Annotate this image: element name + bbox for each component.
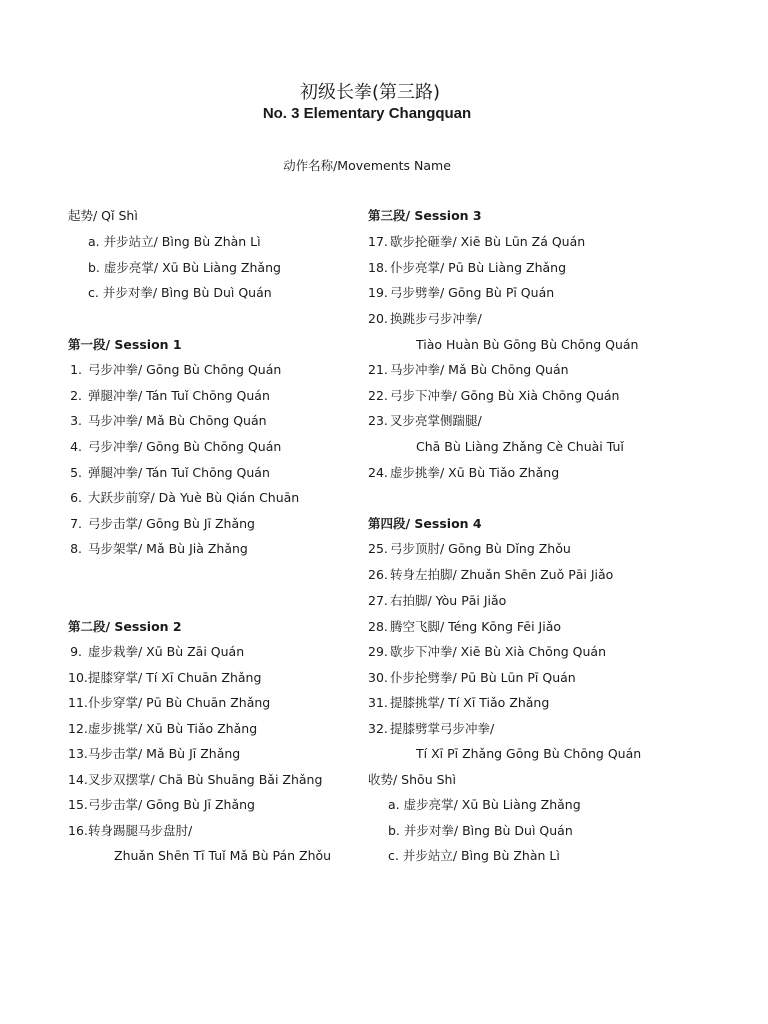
list-item <box>368 362 569 378</box>
item-text: 弓步劈拳/ Gōng Bù Pī Quán <box>390 285 555 300</box>
list-item <box>368 619 561 635</box>
item-number: 5. <box>70 465 82 480</box>
item-text: 提膝挑掌/ Tí Xī Tiǎo Zhǎng <box>390 695 550 710</box>
item-text: 叉步双摆掌/ Chā Bù Shuāng Bǎi Zhǎng <box>88 772 323 787</box>
list-item <box>368 388 619 404</box>
item-number: 15. <box>68 797 88 812</box>
item-number: 9. <box>70 644 82 659</box>
item-number: 32. <box>368 721 388 736</box>
opening-item: a. 并步站立/ Bìng Bù Zhàn Lì <box>88 234 261 249</box>
item-number: 27. <box>368 593 388 608</box>
item-number: 3. <box>70 413 82 428</box>
list-item <box>68 413 267 429</box>
item-text: 弹腿冲拳/ Tán Tuǐ Chōng Quán <box>88 388 270 403</box>
list-item <box>68 797 255 813</box>
item-text: 马步冲拳/ Mǎ Bù Chōng Quán <box>88 413 267 428</box>
item-number: 18. <box>368 260 388 275</box>
item-number: 6. <box>70 490 82 505</box>
item-number: 28. <box>368 619 388 634</box>
item-text: 弓步冲拳/ Gōng Bù Chōng Quán <box>88 439 282 454</box>
page-title-english: No. 3 Elementary Changquan <box>262 105 472 122</box>
item-text: 提膝穿掌/ Tí Xī Chuān Zhǎng <box>88 670 262 685</box>
item-text: 转身左拍脚/ Zhuǎn Shēn Zuǒ Pāi Jiǎo <box>390 567 614 582</box>
session-1-heading: 第一段/ Session 1 <box>68 337 182 352</box>
list-item <box>368 285 554 301</box>
item-number: 22. <box>368 388 388 403</box>
item-number: 1. <box>70 362 82 377</box>
list-item <box>68 670 261 686</box>
item-number: 21. <box>368 362 388 377</box>
closing-item: a. 虚步亮掌/ Xū Bù Liàng Zhǎng <box>388 797 581 812</box>
item-text: 弹腿冲拳/ Tán Tuǐ Chōng Quán <box>88 465 270 480</box>
item-number: 19. <box>368 285 388 300</box>
list-item <box>368 413 482 429</box>
item-text: 转身踢腿马步盘肘/ <box>88 823 193 838</box>
item-number: 26. <box>368 567 388 582</box>
item-text: 右拍脚/ Yòu Pāi Jiǎo <box>390 593 507 608</box>
item-number: 8. <box>70 541 82 556</box>
item-number: 29. <box>368 644 388 659</box>
item-text: 虚步挑掌/ Xū Bù Tiǎo Zhǎng <box>88 721 258 736</box>
list-item <box>68 772 322 788</box>
list-item <box>68 644 244 660</box>
item-text: 弓步顶肘/ Gōng Bù Dǐng Zhǒu <box>390 541 571 556</box>
item-text: 歇步抡砸拳/ Xiē Bù Lūn Zá Quán <box>390 234 586 249</box>
item-number: 20. <box>368 311 388 326</box>
item-number: 13. <box>68 746 88 761</box>
item-number: 30. <box>368 670 388 685</box>
list-item <box>368 593 506 609</box>
item-text: 歇步下冲拳/ Xiē Bù Xià Chōng Quán <box>390 644 606 659</box>
session-3-heading: 第三段/ Session 3 <box>368 208 482 223</box>
item-number: 24. <box>368 465 388 480</box>
item-text: 叉步亮掌侧踹腿/ <box>390 413 482 428</box>
page-subtitle: 动作名称/Movements Name <box>283 158 451 173</box>
item-text: 仆步穿掌/ Pū Bù Chuān Zhǎng <box>88 695 271 710</box>
list-item <box>68 695 270 711</box>
list-item-continuation: Tí Xī Pī Zhǎng Gōng Bù Chōng Quán <box>416 746 642 761</box>
item-text: 弓步击掌/ Gōng Bù Jī Zhǎng <box>88 797 255 812</box>
list-item-continuation: Chā Bù Liàng Zhǎng Cè Chuài Tuǐ <box>416 439 624 454</box>
item-text: 弓步下冲拳/ Gōng Bù Xià Chōng Quán <box>390 388 620 403</box>
opening-item: b. 虚步亮掌/ Xū Bù Liàng Zhǎng <box>88 260 281 275</box>
item-number: 23. <box>368 413 388 428</box>
item-number: 4. <box>70 439 82 454</box>
item-text: 仆步抡劈拳/ Pū Bù Lūn Pī Quán <box>390 670 576 685</box>
list-item <box>368 721 494 737</box>
list-item <box>368 695 549 711</box>
list-item <box>368 234 585 250</box>
list-item <box>68 490 299 506</box>
item-number: 16. <box>68 823 88 838</box>
item-text: 弓步击掌/ Gōng Bù Jī Zhǎng <box>88 516 255 531</box>
item-text: 仆步亮掌/ Pū Bù Liàng Zhǎng <box>390 260 567 275</box>
list-item <box>68 465 270 481</box>
opening-heading: 起势/ Qǐ Shì <box>68 208 138 223</box>
list-item-continuation: Tiào Huàn Bù Gōng Bù Chōng Quán <box>416 337 639 352</box>
opening-item: c. 并步对拳/ Bìng Bù Duì Quán <box>88 285 272 300</box>
list-item <box>68 721 257 737</box>
closing-item: c. 并步站立/ Bìng Bù Zhàn Lì <box>388 848 560 863</box>
item-text: 腾空飞脚/ Téng Kōng Fēi Jiǎo <box>390 619 562 634</box>
item-text: 虚步挑拳/ Xū Bù Tiǎo Zhǎng <box>390 465 560 480</box>
list-item <box>68 516 255 532</box>
closing-heading: 收势/ Shōu Shì <box>368 772 456 787</box>
list-item <box>68 823 192 839</box>
item-number: 31. <box>368 695 388 710</box>
item-number: 10. <box>68 670 88 685</box>
item-text: 弓步冲拳/ Gōng Bù Chōng Quán <box>88 362 282 377</box>
item-number: 11. <box>68 695 88 710</box>
item-number: 2. <box>70 388 82 403</box>
list-item <box>368 567 613 583</box>
item-text: 虚步栽拳/ Xū Bù Zāi Quán <box>88 644 245 659</box>
page-title-chinese: 初级长拳(第三路) <box>299 82 441 103</box>
list-item <box>368 260 566 276</box>
list-item <box>68 439 281 455</box>
list-item-continuation: Zhuǎn Shēn Tī Tuǐ Mǎ Bù Pán Zhǒu <box>114 848 332 863</box>
item-number: 12. <box>68 721 88 736</box>
list-item <box>368 670 576 686</box>
list-item <box>368 311 482 327</box>
item-text: 大跃步前穿/ Dà Yuè Bù Qián Chuān <box>88 490 300 505</box>
list-item <box>68 362 281 378</box>
item-number: 7. <box>70 516 82 531</box>
list-item <box>368 541 571 557</box>
list-item <box>68 541 248 557</box>
list-item <box>68 388 270 404</box>
session-4-heading: 第四段/ Session 4 <box>368 516 482 531</box>
item-text: 换跳步弓步冲拳/ <box>390 311 482 326</box>
item-text: 马步架掌/ Mǎ Bù Jià Zhǎng <box>88 541 248 556</box>
list-item <box>68 746 240 762</box>
item-number: 25. <box>368 541 388 556</box>
list-item <box>368 644 606 660</box>
list-item <box>368 465 559 481</box>
closing-item: b. 并步对拳/ Bìng Bù Duì Quán <box>388 823 573 838</box>
item-text: 提膝劈掌弓步冲拳/ <box>390 721 495 736</box>
item-number: 14. <box>68 772 88 787</box>
item-text: 马步冲拳/ Mǎ Bù Chōng Quán <box>390 362 569 377</box>
item-number: 17. <box>368 234 388 249</box>
session-2-heading: 第二段/ Session 2 <box>68 619 182 634</box>
item-text: 马步击掌/ Mǎ Bù Jī Zhǎng <box>88 746 241 761</box>
